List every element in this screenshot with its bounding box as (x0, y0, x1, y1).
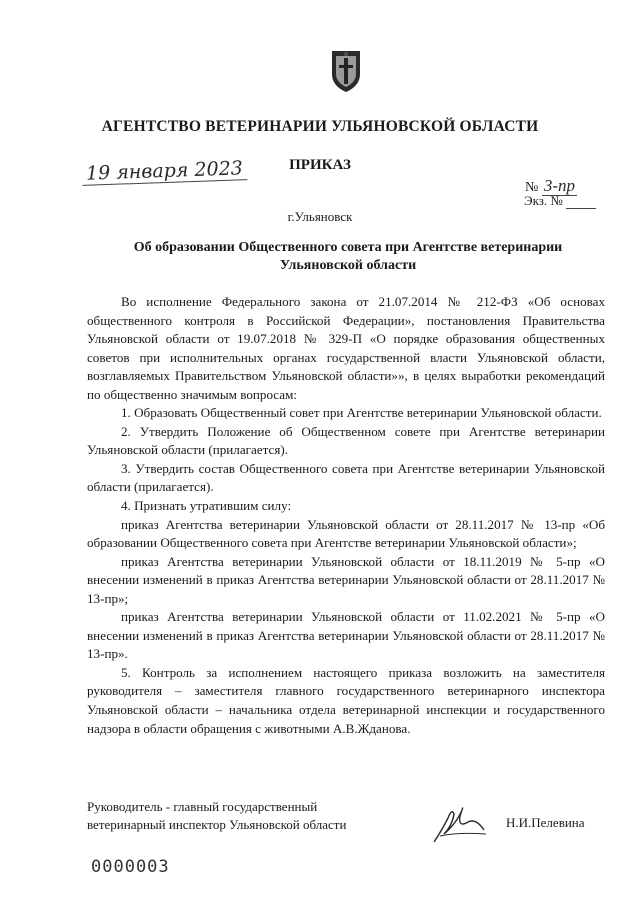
document-type: ПРИКАЗ (289, 157, 351, 173)
item-1: 1. Образовать Общественный совет при Агентстве ветеринарии Ульяновской области. (121, 405, 602, 421)
item-4b: приказ Агентства ветеринарии Ульяновской области от 18.11.2019 № 5-пр «О внесении изменений в приказ Агентства ветеринарии Ульяновской области от 28.11.2017 № 13-пр»; (87, 553, 605, 606)
handwritten-signature (428, 800, 488, 846)
coat-of-arms-icon (326, 48, 366, 94)
order-title: Об образовании Общественного совета при Агентстве ветеринарии Ульяновской области (133, 240, 563, 273)
signatory-position (87, 798, 346, 834)
item-2: 2. Утвердить Положение об Общественном совете при Агентстве ветеринарии Ульяновской области (прилагается). (87, 423, 605, 458)
agency-name: АГЕНТСТВО ВЕТЕРИНАРИИ УЛЬЯНОВСКОЙ ОБЛАСТИ (101, 118, 539, 135)
order-date: 19 января 2023 (82, 157, 248, 186)
item-4c: приказ Агентства ветеринарии Ульяновской области от 11.02.2021 № 5-пр «О внесении изменений в приказ Агентства ветеринарии Ульяновской области от 28.11.2017 № 13-пр». (87, 609, 605, 662)
copy-number (524, 193, 596, 209)
number-value: 3-пр (543, 176, 576, 195)
signatory-name: Н.И.Пелевина (506, 815, 585, 830)
copy-blank (566, 196, 596, 209)
position-line-1: Руководитель - главный государственный (87, 799, 318, 814)
item-4: 4. Признать утратившим силу: (121, 498, 292, 514)
preamble: Во исполнение Федерального закона от 21.07.2014 № 212-ФЗ «Об основах общественного контроля в Российской Федерации», постановления Правительства Ульяновской области от 19.07.2018 № 329-П «О порядке образования общественных советов при исполнительных органах государственной власти Ульяновской области, возглавляемых Правительством Ульяновской области»», в целях выработки рекомендаций по общественно значимым вопросам: (87, 294, 605, 402)
copy-label: Экз. № (524, 193, 563, 208)
item-4a: приказ Агентства ветеринарии Ульяновской области от 28.11.2017 № 13-пр «Об образовании Общественного совета при Агентстве ветеринарии Ульяновской области»; (87, 516, 605, 551)
order-body (87, 293, 605, 738)
item-3: 3. Утвердить состав Общественного совета при Агентстве ветеринарии Ульяновской области (прилагается). (87, 460, 605, 495)
number-label: № (525, 180, 539, 195)
serial-number: 0000003 (91, 857, 170, 877)
city: г.Ульяновск (287, 209, 353, 224)
position-line-2: ветеринарный инспектор Ульяновской области (87, 817, 347, 832)
item-5: 5. Контроль за исполнением настоящего приказа возложить на заместителя руководителя – заместителя главного государственного ветеринарного инспектора Ульяновской области – начальника отдела ветеринарной инспекции и государственного надзора в области обращения с животными А.В.Жданова. (87, 664, 605, 736)
